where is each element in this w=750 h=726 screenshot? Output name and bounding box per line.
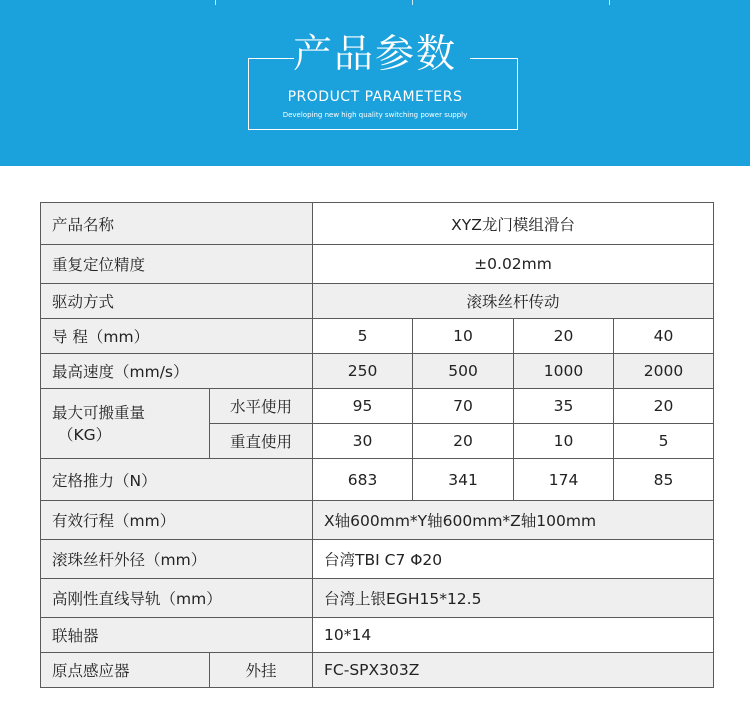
page-title: 产品参数	[292, 32, 457, 77]
row-label: 重复定位精度	[41, 245, 313, 284]
row-value: X轴600mm*Y轴600mm*Z轴100mm	[313, 501, 714, 540]
table-row	[41, 540, 714, 579]
page-title-english: PRODUCT PARAMETERS	[287, 89, 463, 105]
table-row	[41, 653, 714, 688]
row-value: 95	[313, 389, 413, 424]
frame-line	[248, 129, 518, 130]
row-value: 10	[514, 424, 614, 459]
row-value: 30	[313, 424, 413, 459]
sub-label: 水平使用	[210, 389, 313, 424]
row-value: 35	[514, 389, 614, 424]
sub-label: 外挂	[210, 653, 313, 688]
table-row	[41, 245, 714, 284]
row-value: 台湾上银EGH15*12.5	[313, 579, 714, 618]
top-tick	[412, 0, 413, 5]
row-label: 高刚性直线导轨（mm）	[41, 579, 313, 618]
row-label: 产品名称	[41, 203, 313, 245]
row-label-line: 最大可搬重量	[52, 403, 146, 422]
table-row	[41, 284, 714, 319]
row-value: 台湾TBI C7 Φ20	[313, 540, 714, 579]
row-label: 最高速度（mm/s）	[41, 354, 313, 389]
row-value: 20	[614, 389, 714, 424]
page-subtitle: Developing new high quality switching power supply	[282, 111, 468, 119]
table-row	[41, 579, 714, 618]
spec-table	[40, 202, 714, 688]
table-row	[41, 389, 714, 424]
row-value: 683	[313, 459, 413, 501]
row-label	[41, 389, 210, 459]
top-tick	[215, 0, 216, 5]
row-value: 20	[514, 319, 614, 354]
row-value: 2000	[614, 354, 714, 389]
row-label: 导 程（mm）	[41, 319, 313, 354]
header-banner	[0, 0, 750, 166]
row-value: 5	[614, 424, 714, 459]
table-row	[41, 459, 714, 501]
row-label: 驱动方式	[41, 284, 313, 319]
row-label: 定格推力（N）	[41, 459, 313, 501]
row-value: 174	[514, 459, 614, 501]
row-label: 有效行程（mm）	[41, 501, 313, 540]
row-value: ±0.02mm	[313, 245, 714, 284]
row-value: 10*14	[313, 618, 714, 653]
row-value: XYZ龙门模组滑台	[313, 203, 714, 245]
row-label-line: （KG）	[58, 425, 112, 444]
table-row	[41, 203, 714, 245]
row-value: 滚珠丝杆传动	[313, 284, 714, 319]
sub-label: 重直使用	[210, 424, 313, 459]
table-row	[41, 501, 714, 540]
row-value: 5	[313, 319, 413, 354]
row-value: 40	[614, 319, 714, 354]
table-row	[41, 618, 714, 653]
row-value: 500	[413, 354, 514, 389]
row-label: 联轴器	[41, 618, 313, 653]
row-label: 原点感应器	[41, 653, 210, 688]
table-row	[41, 354, 714, 389]
row-value: 85	[614, 459, 714, 501]
top-tick	[609, 0, 610, 5]
row-value: 341	[413, 459, 514, 501]
row-label: 滚珠丝杆外径（mm）	[41, 540, 313, 579]
table-row	[41, 319, 714, 354]
row-value: 250	[313, 354, 413, 389]
row-value: FC-SPX303Z	[313, 653, 714, 688]
row-value: 20	[413, 424, 514, 459]
row-value: 70	[413, 389, 514, 424]
row-value: 10	[413, 319, 514, 354]
row-value: 1000	[514, 354, 614, 389]
